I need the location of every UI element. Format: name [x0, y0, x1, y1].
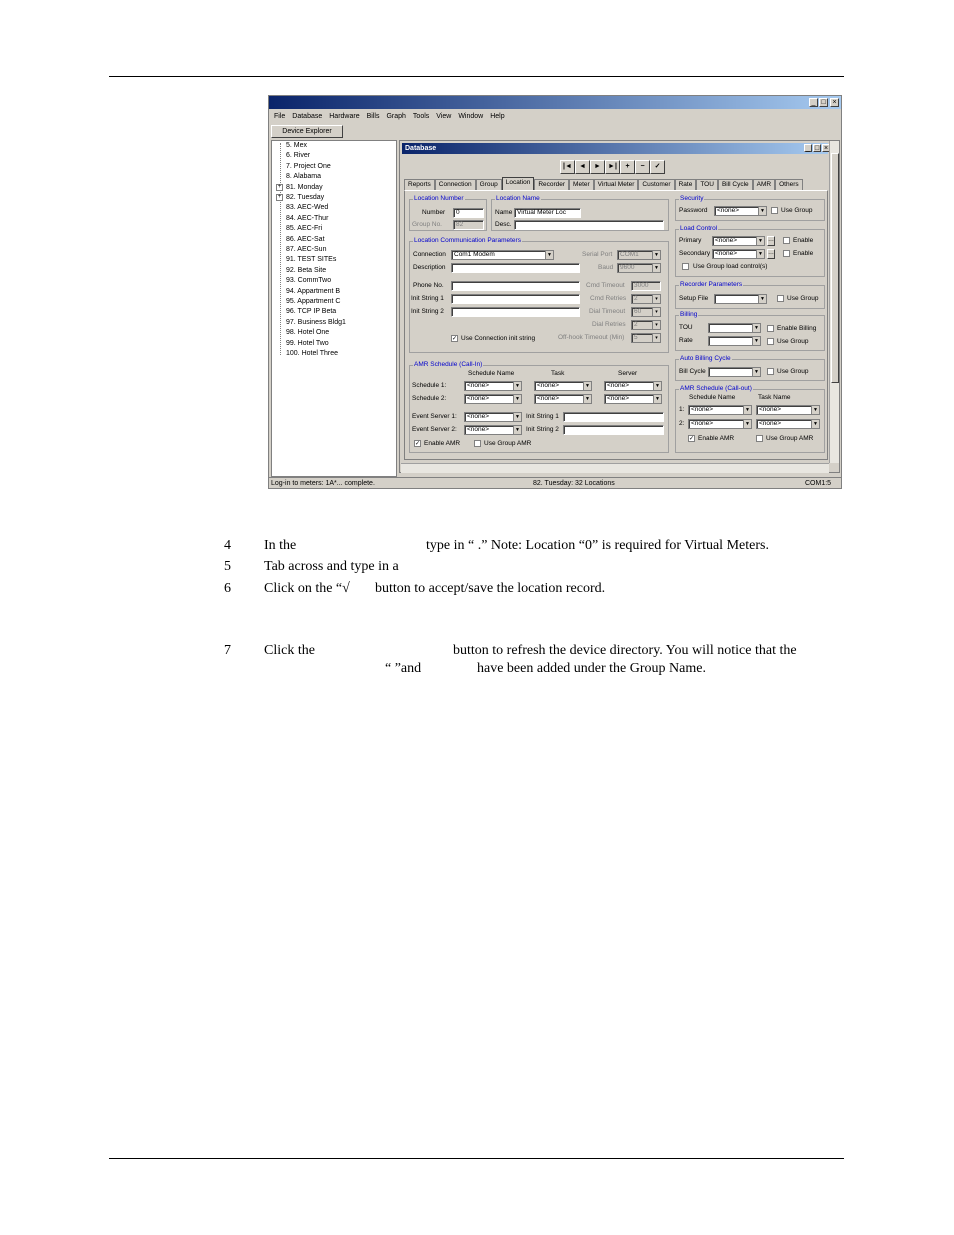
tree-item[interactable]: 86. AEC-Sat [286, 235, 325, 243]
task1-select[interactable]: <none> ▼ [534, 381, 592, 391]
tree-item[interactable]: 96. TCP IP Beta [286, 308, 337, 316]
tou-label: TOU [679, 324, 693, 331]
accept-record-button[interactable]: ✓ [650, 160, 665, 174]
group-title: Load Control [680, 225, 718, 232]
status-right: COM1:5 [805, 480, 832, 487]
cb-init1-label: Init String 1 [526, 413, 559, 420]
cb-init2-label: Init String 2 [526, 426, 559, 433]
init2-label: Init String 2 [411, 308, 444, 315]
device-tree[interactable] [271, 140, 397, 477]
tab-amr[interactable]: AMR [753, 179, 775, 190]
event-server2-select[interactable]: <none> ▼ [464, 425, 522, 435]
load-control-group [675, 225, 825, 277]
db-minimize-button[interactable]: _ [804, 144, 812, 152]
tree-item[interactable]: 84. AEC-Thur [286, 214, 329, 222]
step-7-text-b: button to refresh the device directory. You will notice that the [453, 643, 797, 658]
tree-item[interactable]: 92. Beta Site [286, 266, 327, 274]
step-7-number: 7 [224, 643, 231, 658]
enable-amr-checkbox[interactable]: ✓ [415, 441, 421, 447]
bill-cycle-label: Bill Cycle [679, 368, 706, 375]
server2-select[interactable]: <none> ▼ [604, 394, 662, 404]
group-no-label: Group No. [412, 221, 442, 228]
enable-billing-checkbox[interactable] [767, 325, 774, 332]
database-title: Database [402, 143, 828, 154]
enable-billing-label: Enable Billing [777, 325, 817, 332]
callout-use-group-amr-label: Use Group AMR [766, 435, 814, 442]
location-panel [404, 190, 828, 460]
setup-file-select[interactable] [714, 294, 767, 304]
tab-virtual-meter[interactable]: Virtual Meter [594, 179, 639, 190]
task2-select[interactable]: <none> ▼ [534, 394, 592, 404]
tab-others[interactable]: Others [775, 179, 803, 190]
step-5-text: Tab across and type in a [264, 559, 399, 574]
tree-item[interactable]: 98. Hotel One [286, 329, 330, 337]
secondary-select[interactable]: <none> ▼ [712, 249, 765, 259]
amr-callin-group [409, 361, 669, 453]
dropdown-arrow-icon: ▼ [758, 295, 766, 303]
dropdown-arrow-icon: ▼ [743, 420, 751, 428]
dropdown-arrow-icon: ▼ [513, 426, 521, 434]
amr-callout-group [675, 385, 825, 453]
callout-enable-amr-checkbox[interactable]: ✓ [689, 436, 695, 442]
spin-arrow-icon: ▾ [652, 321, 660, 329]
tab-tou[interactable]: TOU [696, 179, 718, 190]
primary-enable-checkbox[interactable] [783, 237, 790, 244]
callout-enable-amr-label: Enable AMR [698, 435, 735, 442]
db-restore-button[interactable]: □ [814, 145, 820, 152]
serial-port-label: Serial Port [582, 251, 613, 258]
expand-icon[interactable]: + [277, 184, 282, 190]
dropdown-arrow-icon: ▼ [583, 382, 591, 390]
tree-item[interactable]: 85. AEC-Fri [286, 225, 323, 233]
callout-col-task: Task Name [758, 394, 791, 401]
tab-bill-cycle[interactable]: Bill Cycle [718, 179, 753, 190]
dropdown-arrow-icon: ▼ [583, 395, 591, 403]
delete-record-button[interactable]: − [635, 160, 650, 174]
dropdown-arrow-icon: ▼ [811, 406, 819, 414]
location-name-group [491, 195, 669, 231]
callout-task1-select[interactable]: <none> ▼ [756, 405, 820, 415]
tree-connector [280, 143, 281, 355]
baud-select: 9600 ▼ [617, 263, 661, 273]
step-7-text-c: “ ”and [385, 661, 422, 676]
phone-input[interactable] [451, 281, 580, 291]
billing-group [675, 311, 825, 351]
cmd-timeout-label: Cmd Timeout [586, 282, 625, 289]
use-group-lc-checkbox[interactable] [682, 263, 689, 270]
menu-item[interactable]: Database [292, 112, 323, 120]
description-label: Description [413, 264, 446, 271]
dropdown-arrow-icon: ▼ [513, 382, 521, 390]
number-label: Number [422, 209, 446, 216]
step-6-text-a: Click on the “√ [264, 581, 350, 596]
dial-retries-select: 2 ▾ [631, 320, 661, 330]
last-record-button[interactable]: ►| [605, 160, 620, 174]
menu-item[interactable]: Bills [366, 112, 380, 120]
tree-item[interactable]: 81. Monday [286, 183, 323, 191]
database-window [399, 140, 840, 473]
status-left: Log-in to meters: 1A*... complete. [271, 480, 375, 487]
next-record-button[interactable]: ► [590, 160, 605, 174]
status-bar [269, 477, 841, 489]
dial-retries-label: Dial Retries [592, 321, 626, 328]
cb-init2-input[interactable] [563, 425, 664, 435]
secondary-enable-label: Enable [793, 250, 814, 257]
primary-enable-label: Enable [793, 237, 814, 244]
connection-select[interactable]: Com1 Modem ▼ [451, 250, 554, 260]
dropdown-arrow-icon: ▼ [652, 264, 660, 272]
group-no-input: 82 [453, 220, 484, 230]
group-title: Location Communication Parameters [414, 237, 521, 244]
tree-item[interactable]: 100. Hotel Three [286, 350, 339, 357]
recorder-params-group [675, 281, 825, 309]
group-title: AMR Schedule (Call-out) [680, 385, 752, 392]
record-navigator [560, 160, 665, 174]
add-record-button[interactable]: + [620, 160, 635, 174]
close-button[interactable]: × [830, 98, 839, 107]
tab-reports[interactable]: Reports [404, 179, 435, 190]
first-record-button[interactable]: |◄ [560, 160, 575, 174]
tree-item[interactable]: 8. Alabama [286, 173, 322, 181]
tab-rate[interactable]: Rate [675, 179, 697, 190]
dropdown-arrow-icon: ▼ [545, 251, 553, 259]
use-conn-init-label: Use Connection init string [461, 335, 536, 342]
spin-arrow-icon: ▾ [652, 334, 660, 342]
dropdown-arrow-icon: ▼ [513, 395, 521, 403]
security-use-group-label: Use Group [781, 207, 813, 214]
dropdown-arrow-icon: ▼ [653, 382, 661, 390]
col-schedule-name: Schedule Name [468, 370, 515, 377]
number-input[interactable]: 0 [453, 208, 484, 218]
name-input[interactable]: Virtual Meter Loc [514, 208, 581, 218]
scroll-thumb[interactable] [831, 153, 839, 383]
use-group-amr-checkbox[interactable] [474, 440, 481, 447]
connection-label: Connection [413, 251, 446, 258]
secondary-enable-checkbox[interactable] [783, 250, 790, 257]
dropdown-arrow-icon: ▼ [811, 420, 819, 428]
offhook-label: Off-hook Timeout (Min) [558, 334, 625, 341]
menu-item[interactable]: Tools [412, 112, 430, 120]
schedule1-label: Schedule 1: [412, 382, 447, 389]
password-select[interactable]: <none> ▼ [714, 206, 767, 216]
tou-select[interactable] [708, 323, 761, 333]
tree-item[interactable]: 87. AEC-Sun [286, 246, 327, 253]
secondary-label: Secondary [679, 250, 711, 257]
secondary-ellipsis-button[interactable]: … [767, 249, 775, 259]
restore-button[interactable]: □ [819, 98, 828, 107]
spin-arrow-icon: ▾ [652, 295, 660, 303]
tab-meter[interactable]: Meter [569, 179, 594, 190]
tab-connection[interactable]: Connection [435, 179, 476, 190]
event-server2-label: Event Server 2: [412, 426, 457, 433]
group-title: Auto Billing Cycle [680, 355, 731, 362]
menu-item[interactable]: View [436, 112, 452, 120]
password-label: Password [679, 207, 708, 214]
group-title: Security [680, 195, 704, 202]
desc-input[interactable] [514, 220, 664, 230]
tree-item[interactable]: 91. TEST SITEs [286, 256, 337, 264]
callout-row2-label: 2: [679, 420, 685, 427]
vertical-scrollbar[interactable] [829, 141, 839, 463]
dropdown-arrow-icon: ▼ [752, 324, 760, 332]
serial-port-select: COM1 ▼ [617, 250, 661, 260]
dropdown-arrow-icon: ▼ [652, 251, 660, 259]
step-7-text-a: Click the [264, 643, 315, 658]
tab-bar [404, 179, 803, 190]
recorder-use-group-label: Use Group [787, 295, 819, 302]
offhook-select: 5 ▾ [631, 333, 661, 343]
callout-task2-select[interactable]: <none> ▼ [756, 419, 820, 429]
comm-params-group [409, 237, 669, 353]
dial-timeout-select: 60 ▾ [631, 307, 661, 317]
tree-item[interactable]: 83. AEC-Wed [286, 204, 329, 212]
group-title: Billing [680, 311, 698, 318]
expand-icon[interactable]: + [277, 194, 282, 200]
use-conn-init-checkbox[interactable]: ✓ [452, 336, 458, 342]
enable-amr-label: Enable AMR [424, 440, 461, 447]
menu-item[interactable]: Help [490, 112, 505, 120]
footer-rule [109, 1158, 844, 1159]
desc-label: Desc. [495, 221, 512, 228]
phone-label: Phone No. [413, 282, 444, 289]
step-4-text-a: In the [264, 538, 297, 553]
dropdown-arrow-icon: ▼ [752, 337, 760, 345]
tree-item[interactable]: 6. River [286, 152, 311, 160]
auto-billing-use-group-label: Use Group [777, 368, 809, 375]
col-task: Task [551, 370, 565, 377]
init1-label: Init String 1 [411, 295, 444, 302]
prev-record-button[interactable]: ◄ [575, 160, 590, 174]
rate-label: Rate [679, 337, 693, 344]
step-4-number: 4 [224, 538, 231, 553]
baud-label: Baud [598, 264, 614, 271]
callout-col-schedule: Schedule Name [689, 394, 736, 401]
tree-item[interactable]: 99. Hotel Two [286, 339, 329, 347]
menu-item[interactable]: Graph [386, 112, 406, 120]
group-title: Location Name [496, 195, 540, 202]
spin-arrow-icon: ▾ [652, 308, 660, 316]
init1-input[interactable] [451, 294, 580, 304]
cb-init1-input[interactable] [563, 412, 664, 422]
use-group-amr-label: Use Group AMR [484, 440, 532, 447]
billing-use-group-label: Use Group [777, 338, 809, 345]
group-title: Location Number [414, 195, 464, 202]
callout-schedule2-select[interactable]: <none> ▼ [688, 419, 752, 429]
dropdown-arrow-icon: ▼ [513, 413, 521, 421]
security-group [675, 195, 825, 221]
tab-group[interactable]: Group [476, 179, 502, 190]
auto-billing-use-group-checkbox[interactable] [767, 368, 774, 375]
group-title: Recorder Parameters [680, 281, 743, 288]
schedule2-select[interactable]: <none> ▼ [464, 394, 522, 404]
recorder-use-group-checkbox[interactable] [777, 295, 784, 302]
cmd-retries-select: 2 ▾ [631, 294, 661, 304]
horizontal-scrollbar[interactable] [401, 463, 829, 473]
app-title-bar [269, 96, 841, 109]
rate-select[interactable] [708, 336, 761, 346]
schedule2-label: Schedule 2: [412, 395, 447, 402]
tree-item[interactable]: 93. CommTwo [286, 277, 332, 285]
primary-select[interactable]: <none> ▼ [712, 236, 765, 246]
init2-input[interactable] [451, 307, 580, 317]
dropdown-arrow-icon: ▼ [756, 250, 764, 258]
header-rule [109, 76, 844, 77]
event-server1-select[interactable]: <none> ▼ [464, 412, 522, 422]
minimize-button[interactable]: _ [809, 98, 818, 107]
bill-cycle-select[interactable] [708, 367, 761, 377]
device-explorer-button[interactable]: Device Explorer [271, 125, 343, 138]
description-input[interactable] [451, 263, 580, 273]
security-use-group-checkbox[interactable] [771, 207, 778, 214]
dropdown-arrow-icon: ▼ [756, 237, 764, 245]
menu-item[interactable]: File [274, 112, 286, 120]
tree-item[interactable]: 5. Mex [286, 142, 308, 149]
db-close-button[interactable]: × [823, 145, 829, 152]
tree-item[interactable]: 94. Appartment B [286, 287, 341, 295]
billing-use-group-checkbox[interactable] [767, 338, 774, 345]
name-label: Name [495, 209, 513, 216]
callout-use-group-amr-checkbox[interactable] [756, 435, 763, 442]
cmd-retries-label: Cmd Retries [590, 295, 627, 302]
location-number-group [409, 195, 487, 231]
dial-timeout-label: Dial Timeout [589, 308, 626, 315]
primary-ellipsis-button[interactable]: … [767, 236, 775, 246]
server1-select[interactable]: <none> ▼ [604, 381, 662, 391]
step-6-number: 6 [224, 581, 231, 596]
event-server1-label: Event Server 1: [412, 413, 457, 420]
tree-item[interactable]: 95. Appartment C [286, 298, 341, 305]
step-5-number: 5 [224, 559, 231, 574]
step-7-text-d: have been added under the Group Name. [477, 661, 706, 676]
tab-customer[interactable]: Customer [638, 179, 674, 190]
tree-item[interactable]: 97. Business Bldg1 [286, 318, 346, 326]
auto-billing-group [675, 355, 825, 381]
callout-row1-label: 1: [679, 406, 685, 413]
menu-bar [269, 110, 841, 122]
col-server: Server [618, 370, 638, 377]
use-group-lc-label: Use Group load control(s) [693, 263, 768, 270]
dropdown-arrow-icon: ▼ [758, 207, 766, 215]
dropdown-arrow-icon: ▼ [653, 395, 661, 403]
menu-item[interactable]: Window [458, 112, 484, 120]
tab-location[interactable]: Location [502, 177, 535, 190]
menu-item[interactable]: Hardware [329, 112, 360, 120]
setup-file-label: Setup File [679, 295, 709, 302]
tree-item[interactable]: 82. Tuesday [286, 194, 325, 201]
callout-schedule1-select[interactable]: <none> ▼ [688, 405, 752, 415]
primary-label: Primary [679, 237, 702, 244]
tree-item[interactable]: 7. Project One [286, 162, 331, 170]
application-window [268, 95, 842, 489]
step-4-text-b: type in “ .” Note: Location “0” is required for Virtual Meters. [426, 538, 769, 553]
tab-recorder[interactable]: Recorder [534, 179, 569, 190]
dropdown-arrow-icon: ▼ [743, 406, 751, 414]
cmd-timeout-input: 3000 [631, 281, 661, 291]
step-6-text-b: button to accept/save the location record. [375, 581, 606, 596]
schedule1-select[interactable]: <none> ▼ [464, 381, 522, 391]
group-title: AMR Schedule (Call-In) [414, 361, 483, 368]
status-mid: 82. Tuesday: 32 Locations [533, 480, 615, 487]
dropdown-arrow-icon: ▼ [752, 368, 760, 376]
